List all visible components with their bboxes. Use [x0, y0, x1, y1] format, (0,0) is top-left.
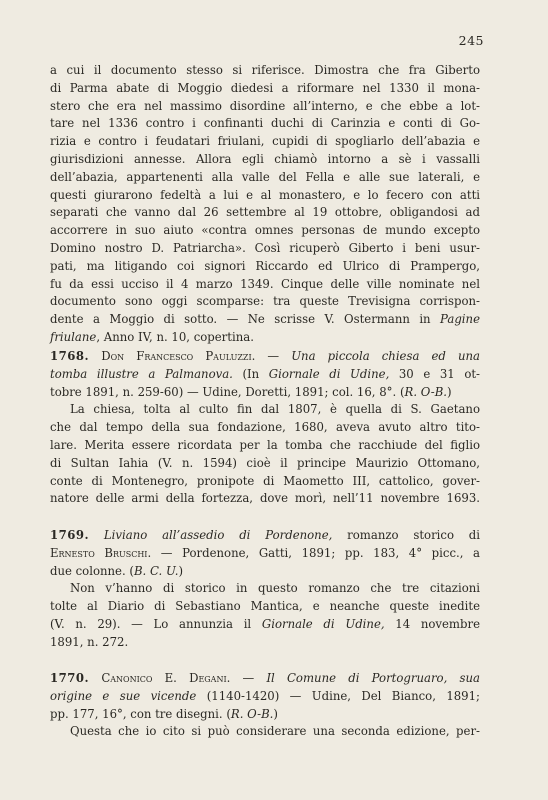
italic-title: friulane	[50, 329, 97, 344]
text-line: di Parma abate di Moggio diedesi a riformare nel 1330 il mona-	[50, 80, 480, 95]
entry-1769	[50, 527, 480, 652]
text-line: Domino nostro D. Patriarcha». Così ricuperò Giberto i beni usur-	[50, 240, 480, 255]
text-line: conte di Montenegro, pronipote di Maometto III, cattolico, gover-	[50, 473, 480, 488]
paragraph-intro	[50, 62, 480, 347]
text-line: natore delle armi della fortezza, dove morì, nell’11 novembre 1693.	[50, 491, 480, 506]
text-line: Non v’hanno di storico in questo romanzo che tre citazioni	[70, 581, 480, 596]
text-line: che dal tempo della sua fondazione, 1680, aveva avuto altro tito-	[50, 420, 480, 435]
text-line: lare. Merita essere ricordata per la tomba che racchiude del figlio	[50, 437, 480, 452]
entry-title: tomba illustre a Palmanova.	[50, 366, 233, 381]
entry-heading-line	[50, 670, 480, 688]
entry-author: Don Francesco Pauluzzi.	[101, 349, 256, 363]
text-line: fu da essi ucciso il 4 marzo 1349. Cinque delle ville nominate nel	[50, 276, 480, 291]
entry-heading-line	[50, 527, 480, 545]
entry-heading-line	[50, 348, 480, 366]
entry-title: Una piccola chiesa ed una	[291, 349, 481, 363]
entry-number: 1769.	[50, 528, 90, 542]
entry-title: Liviano all’assedio di Pordenone,	[103, 528, 333, 542]
library-siglum: B. C. U.	[133, 563, 179, 578]
line-text: , Anno IV, n. 10, copertina.	[96, 329, 254, 344]
text-line: La chiesa, tolta al culto fin dal 1807, è quella di S. Gaetano	[70, 402, 480, 417]
text-line	[50, 706, 480, 724]
text-line: pati, ma litigando coi signori Riccardo ed Ulrico di Prampergo,	[50, 258, 480, 273]
text-line: rizia e contro i feudatari friulani, cupidi di spogliarlo dell’abazia e	[50, 134, 480, 149]
entry-author: Ernesto Bruschi.	[50, 545, 152, 560]
text-line: Questa che io cito si può considerare una seconda edizione, per-	[70, 724, 480, 739]
line-text: )	[273, 706, 278, 721]
line-text: (V. n. 29). — Lo annunzia il	[50, 616, 262, 631]
line-text: 30 e 31 ot-	[389, 366, 480, 381]
text-line	[50, 563, 480, 581]
journal-title: Giornale di Udine,	[268, 366, 390, 381]
line-text: )	[178, 563, 183, 578]
text-line	[50, 366, 480, 384]
text-line	[50, 688, 480, 706]
dash: —	[230, 671, 267, 685]
line-text: (In	[232, 366, 269, 381]
entry-number: 1770.	[50, 671, 90, 685]
text-line	[50, 311, 480, 329]
text-line: questi giurarono fedeltà a lui e al monastero, e lo fecero con atti	[50, 187, 480, 202]
entry-title: Il Comune di Portogruaro, sua	[266, 671, 480, 685]
library-siglum: R. O-B.	[404, 384, 448, 399]
line-text: dente a Moggio di sotto. — Ne scrisse V. Ostermann in	[50, 312, 441, 327]
text-line: accorrere in suo aiuto «contra omnes personas de mundo excepto	[50, 223, 480, 238]
journal-title: Giornale di Udine,	[261, 616, 385, 631]
line-text: romanzo storico di	[332, 528, 480, 542]
text-line: di Sultan Iahia (V. n. 1594) cioè il principe Maurizio Ottomano,	[50, 455, 480, 470]
text-line	[50, 616, 480, 634]
page-number: 245	[458, 33, 484, 48]
text-line: stero che era nel massimo disordine all’interno, e che ebbe a lot-	[50, 98, 480, 113]
dash: —	[255, 349, 292, 363]
text-line: separati che vanno dal 26 settembre al 19 ottobre, obligandosi ad	[50, 205, 480, 220]
text-line: dell’abazia, appartenenti alla valle del Fella e alle sue laterali, e	[50, 169, 480, 184]
line-text: tobre 1891, n. 259-60) — Udine, Doretti, 1891; col. 16, 8°. (	[50, 384, 405, 399]
line-text: due colonne. (	[50, 563, 134, 578]
text-line: a cui il documento stesso si riferisce. Dimostra che fra Giberto	[50, 63, 480, 77]
line-text: — Pordenone, Gatti, 1891; pp. 183, 4° picc., a	[151, 545, 480, 560]
text-line	[50, 545, 480, 563]
italic-title: Pagine	[440, 312, 480, 327]
library-siglum: R. O-B.	[230, 706, 274, 721]
line-text: 14 novembre	[384, 616, 481, 631]
text-line: 1891, n. 272.	[50, 634, 129, 649]
entry-1768	[50, 348, 480, 508]
entry-title: origine e sue vicende	[50, 688, 197, 703]
text-line: tolte al Diario di Sebastiano Mantica, e neanche queste inedite	[50, 599, 480, 614]
entry-number: 1768.	[50, 349, 90, 363]
line-text: (1140-1420) — Udine, Del Bianco, 1891;	[196, 688, 480, 703]
text-line	[50, 329, 480, 347]
line-text: )	[447, 384, 452, 399]
line-text: pp. 177, 16°, con tre disegni. (	[50, 706, 231, 721]
entry-author: Canonico E. Degani.	[101, 671, 231, 685]
entry-1770	[50, 670, 480, 741]
text-line	[50, 384, 480, 402]
text-line: giurisdizioni annesse. Allora egli chiamò intorno a sè i vassalli	[50, 151, 480, 166]
text-line: documento sono oggi scomparse: tra queste Trevisigna corrispon-	[50, 294, 480, 309]
text-line: tare nel 1336 contro i confinanti duchi di Carinzia e conti di Go-	[50, 116, 480, 131]
